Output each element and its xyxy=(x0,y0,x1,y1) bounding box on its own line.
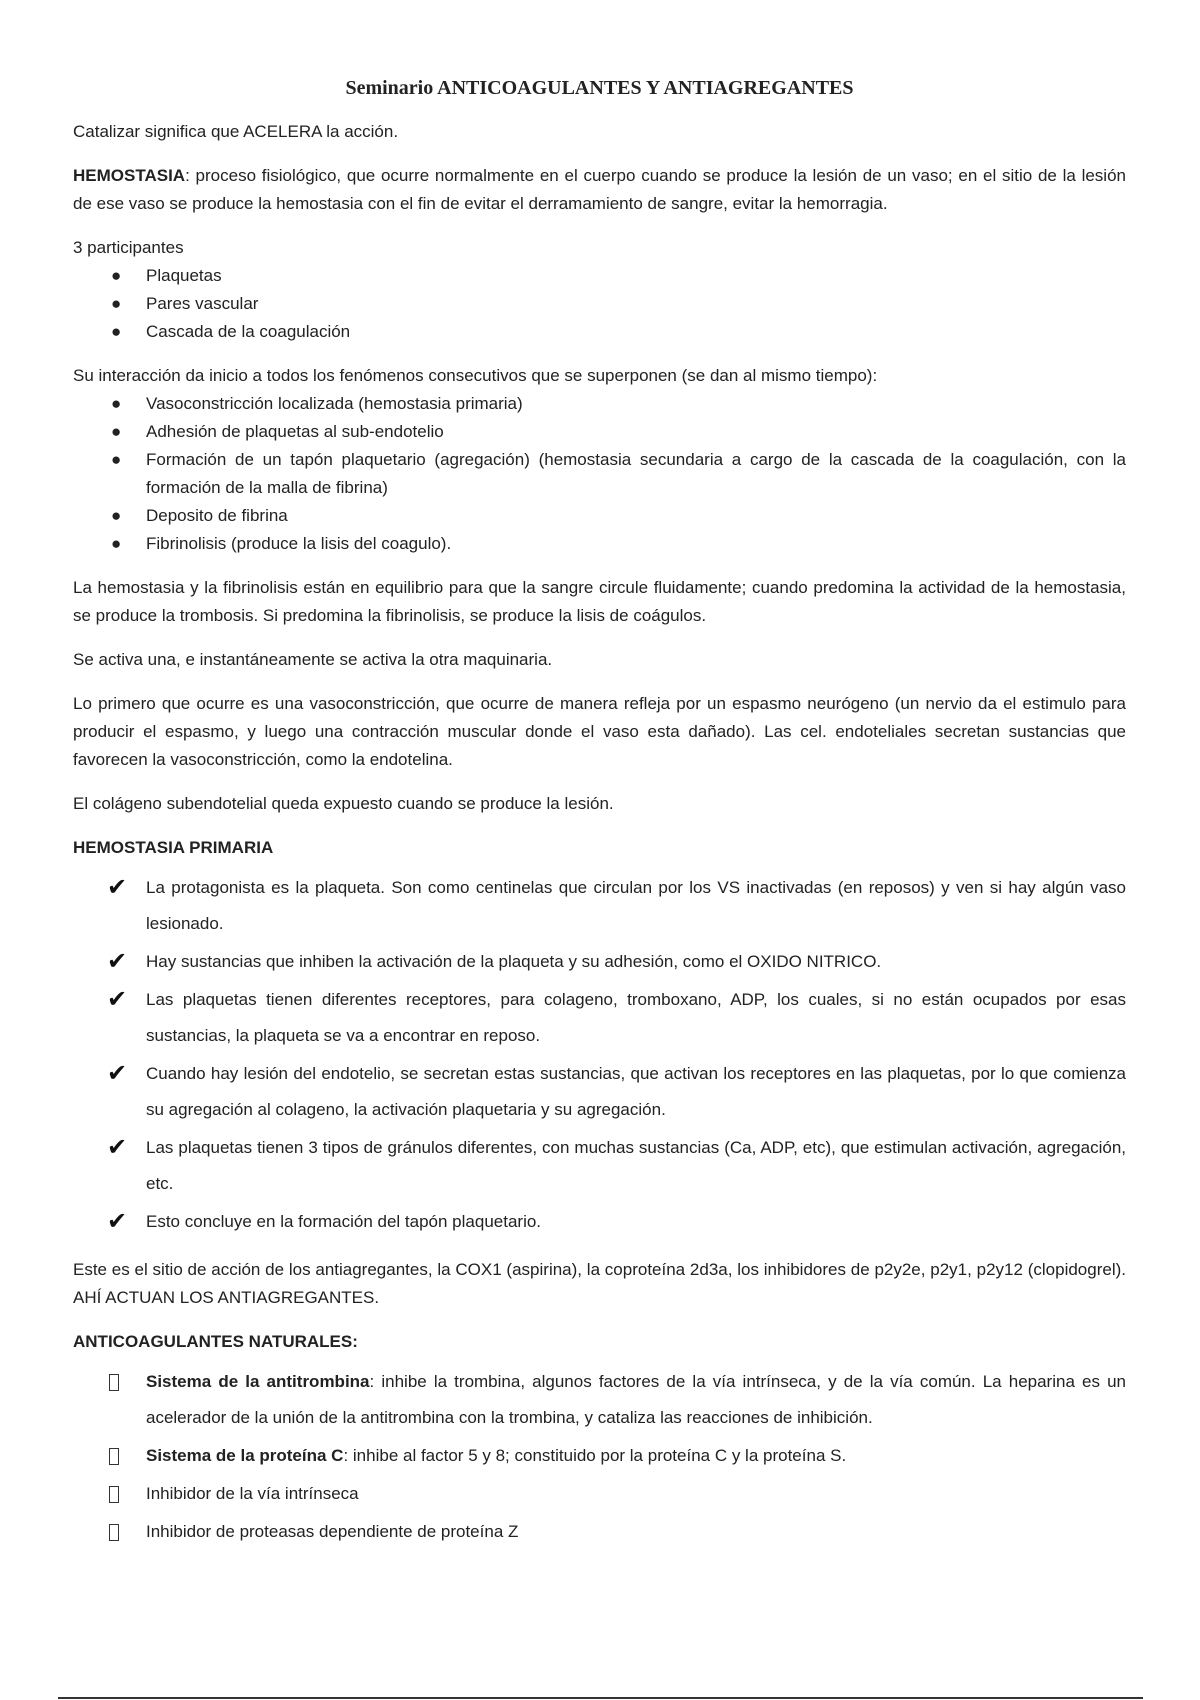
hemostasia-definition-text: : proceso fisiológico, que ocurre normalmente en el cuerpo cuando se produce la lesión de un vaso; en el sitio de la lesión de ese vaso se produce la hemostasia con el fin de evitar el derramamiento de sangre, evitar la hemorragia. xyxy=(73,166,1126,213)
list-item-text: Formación de un tapón plaquetario (agregación) (hemostasia secundaria a cargo de la cascada de la coagulación, con la formación de la malla de fibrina) xyxy=(146,450,1126,497)
list-item xyxy=(73,1438,1126,1474)
phenomena-intro: Su interacción da inicio a todos los fenómenos consecutivos que se superponen (se dan al mismo tiempo): xyxy=(73,366,878,385)
list-item-text: Hay sustancias que inhiben la activación de la plaqueta y su adhesión, como el OXIDO NITRICO. xyxy=(146,952,882,971)
bullet-icon: ● xyxy=(111,266,122,285)
list-item xyxy=(73,530,1126,558)
footer-divider xyxy=(58,1697,1143,1699)
list-item-text: La protagonista es la plaqueta. Son como centinelas que circulan por los VS inactivadas (en reposos) y ven si hay algún vaso lesionado. xyxy=(146,878,1126,933)
bullet-icon: ● xyxy=(111,534,122,553)
list-item xyxy=(73,446,1126,502)
check-icon: ✔ xyxy=(107,874,128,901)
list-item xyxy=(73,390,1126,418)
list-item xyxy=(73,1204,1126,1240)
list-item-text: Inhibidor de la vía intrínseca xyxy=(146,1484,359,1503)
paragraph-collagen: El colágeno subendotelial queda expuesto cuando se produce la lesión. xyxy=(73,794,614,813)
list-item xyxy=(73,502,1126,530)
list-item-text: Esto concluye en la formación del tapón plaquetario. xyxy=(146,1212,542,1231)
list-item xyxy=(73,1364,1126,1436)
list-item-text: : inhibe al factor 5 y 8; constituido por la proteína C y la proteína S. xyxy=(343,1446,847,1465)
list-item-text: Pares vascular xyxy=(146,294,259,313)
list-item-text: Deposito de fibrina xyxy=(146,506,288,525)
check-icon: ✔ xyxy=(107,986,128,1013)
participants-list xyxy=(73,262,1126,346)
list-item xyxy=(73,290,1126,318)
list-item-text: Las plaquetas tienen diferentes receptores, para colageno, tromboxano, ADP, los cuales, si no están ocupados por esas sustancias, la plaqueta se va a encontrar en reposo. xyxy=(146,990,1126,1045)
document-body xyxy=(73,76,1126,1566)
bullet-icon: ● xyxy=(111,422,122,441)
heading-anticoagulantes-naturales: ANTICOAGULANTES NATURALES: xyxy=(73,1332,358,1351)
checkbox-glyph-icon xyxy=(109,1476,119,1512)
checkbox-glyph-icon xyxy=(109,1514,119,1550)
bullet-icon: ● xyxy=(111,506,122,525)
participants-label: 3 participantes xyxy=(73,238,184,257)
list-item-text: Vasoconstricción localizada (hemostasia primaria) xyxy=(146,394,523,413)
list-item xyxy=(73,1476,1126,1512)
paragraph-equilibrium: La hemostasia y la fibrinolisis están en equilibrio para que la sangre circule fluidamente; cuando predomina la actividad de la hemostasia, se produce la trombosis. Si predomina la fibrinolisis, se produce la lisis de coágulos. xyxy=(73,578,1126,625)
phenomena-list xyxy=(73,390,1126,558)
bullet-icon: ● xyxy=(111,394,122,413)
list-item xyxy=(73,318,1126,346)
bullet-icon: ● xyxy=(111,322,122,341)
check-icon: ✔ xyxy=(107,1208,128,1235)
list-item-text: Adhesión de plaquetas al sub-endotelio xyxy=(146,422,444,441)
list-item-text: Cascada de la coagulación xyxy=(146,322,351,341)
term-hemostasia: HEMOSTASIA xyxy=(73,166,186,185)
list-item xyxy=(73,1514,1126,1550)
list-item-text: Las plaquetas tienen 3 tipos de gránulos diferentes, con muchas sustancias (Ca, ADP, etc), que estimulan activación, agregación, etc. xyxy=(146,1138,1126,1193)
primary-hemostasis-list xyxy=(73,870,1126,1240)
checkbox-glyph-icon xyxy=(109,1438,119,1474)
list-item-text: Plaquetas xyxy=(146,266,222,285)
heading-hemostasia-primaria: HEMOSTASIA PRIMARIA xyxy=(73,838,274,857)
document-title: Seminario ANTICOAGULANTES Y ANTIAGREGANTES xyxy=(345,77,854,99)
list-item xyxy=(73,1056,1126,1128)
paragraph-catalizar: Catalizar significa que ACELERA la acción. xyxy=(73,122,399,141)
list-item-term: Sistema de la proteína C xyxy=(146,1446,344,1465)
paragraph-hemostasia-definition xyxy=(73,162,1126,218)
natural-anticoagulants-list xyxy=(73,1364,1126,1550)
list-item xyxy=(73,982,1126,1054)
list-item xyxy=(73,870,1126,942)
list-item-text: Cuando hay lesión del endotelio, se secretan estas sustancias, que activan los receptores en las plaquetas, por lo que comienza su agregación al colageno, la activación plaquetaria y su agregación. xyxy=(146,1064,1126,1119)
bullet-icon: ● xyxy=(111,294,122,313)
list-item-text: : inhibe la trombina, algunos factores de la vía intrínseca, y de la vía común. La heparina es un acelerador de la unión de la antitrombina con la trombina, y cataliza las reacciones de inhibición. xyxy=(146,1372,1126,1427)
paragraph-vasoconstriction: Lo primero que ocurre es una vasoconstricción, que ocurre de manera refleja por un espasmo neurógeno (un nervio da el estimulo para producir el espasmo, y luego una contracción muscular donde el vaso esta dañado). Las cel. endoteliales secretan sustancias que favorecen la vasoconstricción, como la endotelina. xyxy=(73,694,1126,769)
check-icon: ✔ xyxy=(107,1060,128,1087)
list-item xyxy=(73,944,1126,980)
list-item-text: Fibrinolisis (produce la lisis del coagulo). xyxy=(146,534,452,553)
list-item xyxy=(73,418,1126,446)
list-item xyxy=(73,262,1126,290)
bullet-icon: ● xyxy=(111,450,122,469)
check-icon: ✔ xyxy=(107,948,128,975)
checkbox-glyph-icon xyxy=(109,1364,119,1400)
list-item xyxy=(73,1130,1126,1202)
list-item-text: Inhibidor de proteasas dependiente de proteína Z xyxy=(146,1522,519,1541)
check-icon: ✔ xyxy=(107,1134,128,1161)
paragraph-activation: Se activa una, e instantáneamente se activa la otra maquinaria. xyxy=(73,650,553,669)
list-item-term: Sistema de la antitrombina xyxy=(146,1372,370,1391)
paragraph-antiaggregants: Este es el sitio de acción de los antiagregantes, la COX1 (aspirina), la coproteína 2d3a, los inhibidores de p2y2e, p2y1, p2y12 (clopidogrel). AHÍ ACTUAN LOS ANTIAGREGANTES. xyxy=(73,1260,1126,1307)
